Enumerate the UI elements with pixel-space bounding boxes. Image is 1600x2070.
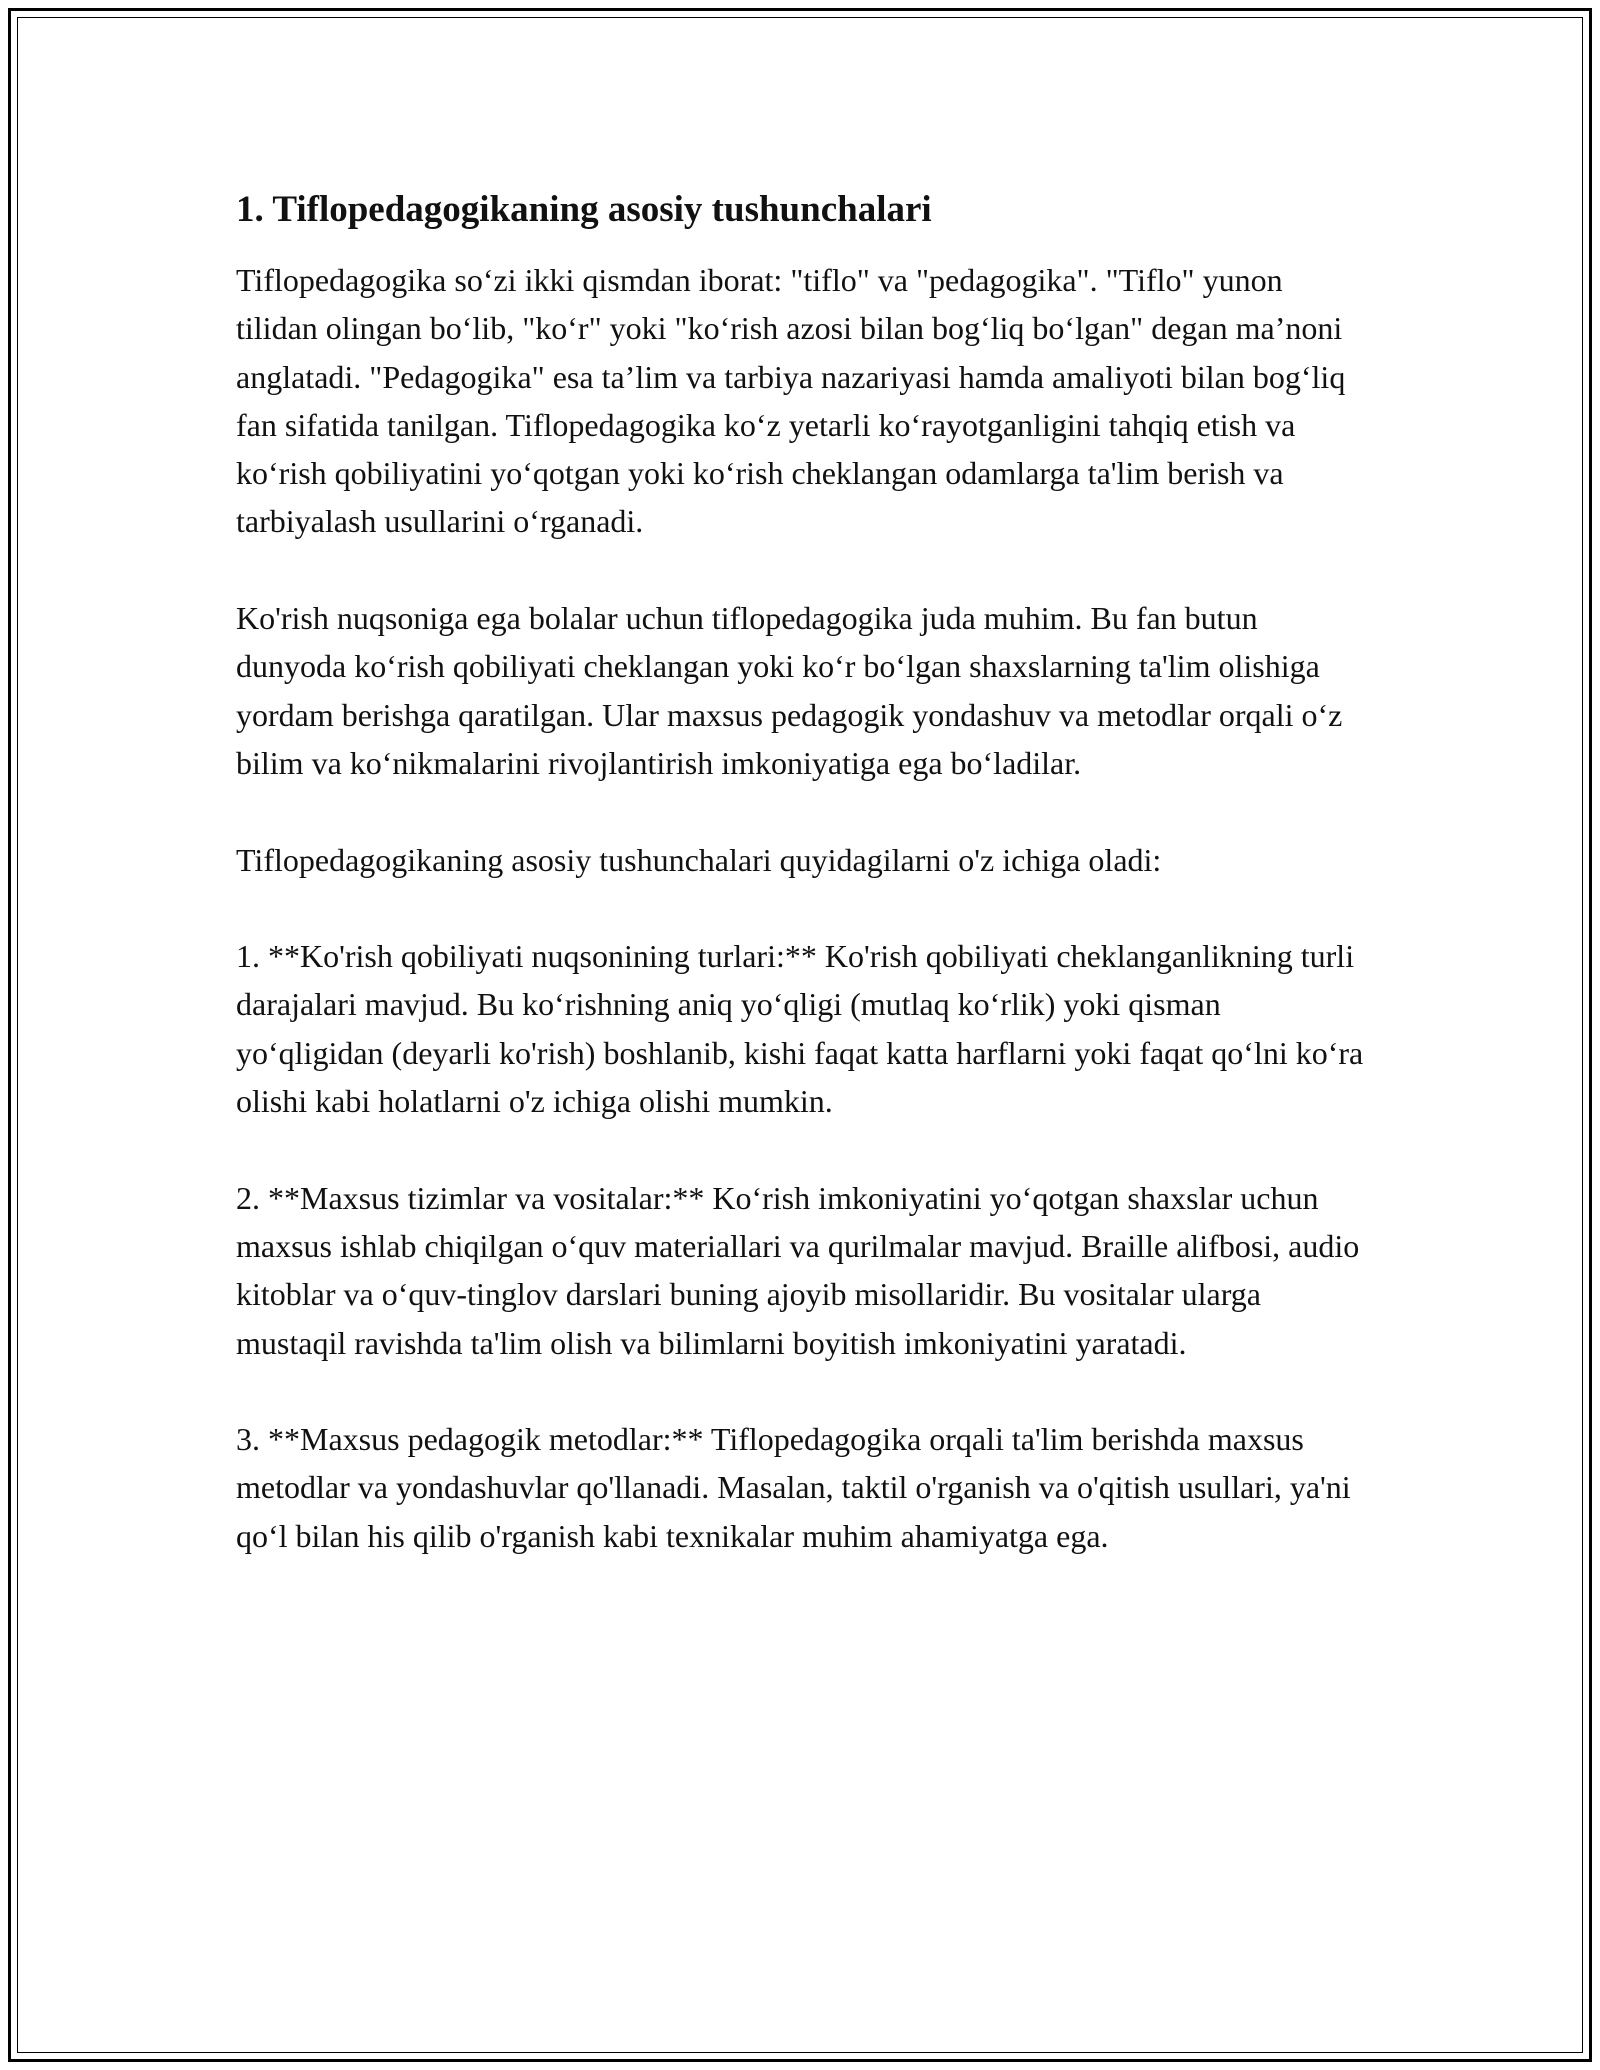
- concepts-intro-paragraph: Tiflopedagogikaning asosiy tushunchalari quyidagilarni o'z ichiga oladi:: [236, 841, 1162, 878]
- list-item-1: 1. **Ko'rish qobiliyati nuqsonining turlari:** Ko'rish qobiliyati cheklanganlikning turli darajalari mavjud. Bu ko‘rishning aniq yo‘qligi (mutlaq ko‘rlik) yoki qisman yo‘qligidan (deyarli ko'rish) boshlanib, kishi faqat katta harflarni yoki faqat qo‘lni ko‘ra olishi kabi holatlarni o'z ichiga olishi mumkin.: [236, 938, 1364, 1120]
- list-item-2: 2. **Maxsus tizimlar va vositalar:** Ko‘rish imkoniyatini yo‘qotgan shaxslar uchun maxsus ishlab chiqilgan o‘quv materiallari va qurilmalar mavjud. Braille alifbosi, audio kitoblar va o‘quv-tinglov darslari buning ajoyib misollaridir. Bu vositalar ularga mustaqil ravishda ta'lim olish va bilimlarni boyitish imkoniyatini yaratadi.: [236, 1179, 1360, 1361]
- intro-paragraph: Tiflopedagogika so‘zi ikki qismdan iborat: "tiflo" va "pedagogika". "Tiflo" yunon tilidan olingan bo‘lib, "ko‘r" yoki "ko‘rish azosi bilan bog‘liq bo‘lgan" degan ma’noni anglatadi. "Pedagogika" esa ta’lim va tarbiya nazariyasi hamda amaliyoti bilan bog‘liq fan sifatida tanilgan. Tiflopedagogika ko‘z yetarli ko‘rayotganligini tahqiq etish va ko‘rish qobiliyatini yo‘qotgan yoki ko‘rish cheklangan odamlarga ta'lim berish va tarbiyalash usullarini o‘rganadi.: [236, 262, 1346, 540]
- importance-paragraph: Ko'rish nuqsoniga ega bolalar uchun tiflopedagogika juda muhim. Bu fan butun dunyoda ko‘rish qobiliyati cheklangan yoki ko‘r bo‘lgan shaxslarning ta'lim olishiga yordam berishga qaratilgan. Ular maxsus pedagogik yondashuv va metodlar orqali o‘z bilim va ko‘nikmalarini rivojlantirish imkoniyatiga ega bo‘ladilar.: [236, 600, 1343, 781]
- document-body: [236, 186, 1366, 1608]
- section-heading: 1. Tiflopedagogikaning asosiy tushunchalari: [236, 189, 932, 230]
- list-item-3: 3. **Maxsus pedagogik metodlar:** Tiflopedagogika orqali ta'lim berishda maxsus metodlar va yondashuvlar qo'llanadi. Masalan, taktil o'rganish va o'qitish usullari, ya'ni qo‘l bilan his qilib o'rganish kabi texnikalar muhim ahamiyatga ega.: [236, 1421, 1351, 1554]
